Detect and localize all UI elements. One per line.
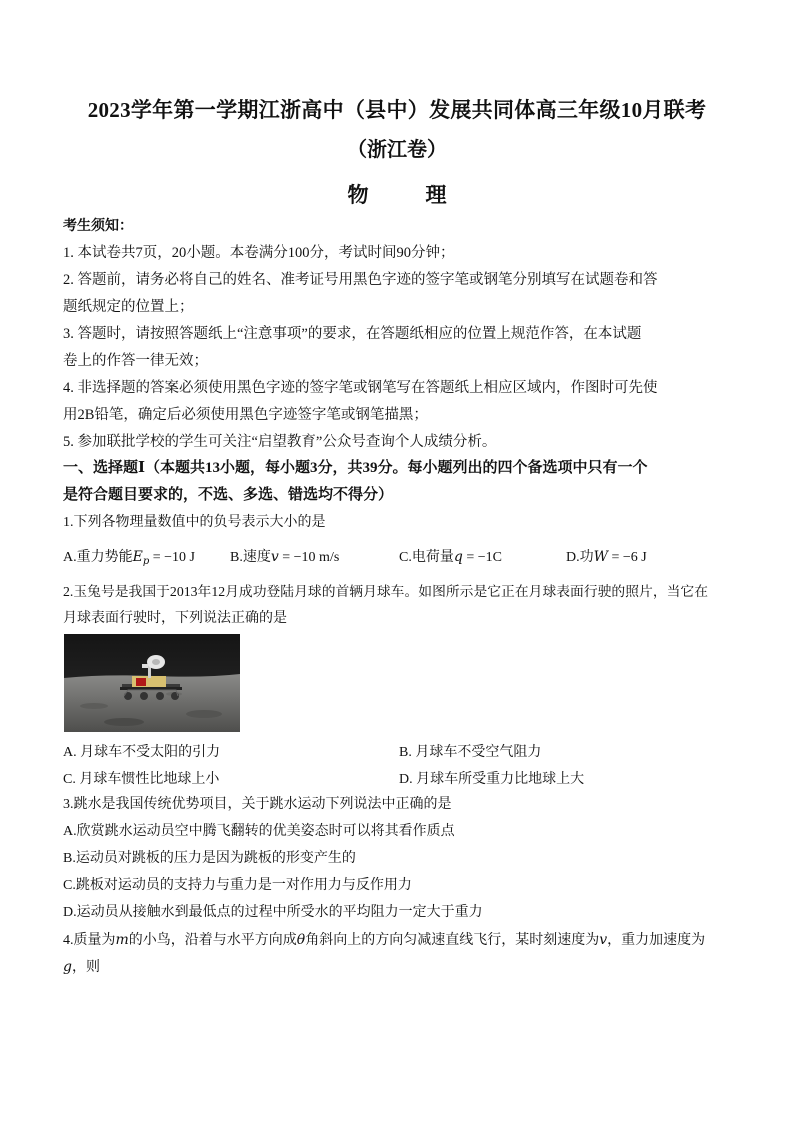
q2-option-d: D. 月球车所受重力比地球上大	[399, 772, 585, 787]
q1-option-d: D.功W = −6 J	[566, 549, 647, 565]
q3-option-c: C.跳板对运动员的支持力与重力是一对作用力与反作用力	[63, 878, 412, 893]
notice-item-2-cont: 题纸规定的位置上；	[63, 299, 194, 315]
q1-option-b: B.速度v = −10 m/s	[230, 549, 340, 565]
lunar-rover-photo	[64, 634, 240, 732]
q3-option-b: B.运动员对跳板的压力是因为跳板的形变产生的	[63, 851, 356, 866]
exam-subtitle: （浙江卷）	[347, 139, 447, 161]
subject-title: 物 理	[347, 183, 465, 207]
exam-title: 2023学年第一学期江浙高中（县中）发展共同体高三年级10月联考	[87, 98, 707, 122]
question-3-stem: 3.跳水是我国传统优势项目，关于跳水运动下列说法中正确的是	[63, 797, 452, 812]
notice-item-1: 1. 本试卷共7页，20小题。本卷满分100分，考试时间90分钟；	[63, 245, 455, 261]
question-1-stem: 1.下列各物理量数值中的负号表示大小的是	[63, 515, 326, 530]
q1-option-a: A.重力势能$E_p = -10$ J	[63, 549, 196, 567]
question-4-stem-cont: g，则	[63, 959, 100, 975]
notice-item-4-cont: 用2B铅笔，确定后必须使用黑色字迹签字笔或钢笔描黑；	[63, 407, 428, 423]
question-4-stem: 4.质量为m的小鸟，沿着与水平方向成θ角斜向上的方向匀减速直线飞行，某时刻速度为v，重力加速度为	[63, 932, 706, 948]
notice-item-4: 4. 非选择题的答案必须使用黑色字迹的签字笔或钢笔写在答题纸上相应区域内，作图时可先使	[63, 380, 658, 396]
q2-option-b: B. 月球车不受空气阻力	[399, 745, 542, 760]
section-heading-cont: 是符合题目要求的，不选、多选、错选均不得分）	[63, 487, 394, 503]
q2-option-c: C. 月球车惯性比地球上小	[63, 772, 220, 787]
notice-item-3-cont: 卷上的作答一律无效；	[63, 353, 208, 369]
q3-option-d: D.运动员从接触水到最低点的过程中所受水的平均阻力一定大于重力	[63, 905, 483, 920]
section-heading: 一、选择题Ⅰ（本题共13小题，每小题3分，共39分。每小题列出的四个备选项中只有一个	[63, 460, 648, 476]
notice-item-2: 2. 答题前，请务必将自己的姓名、准考证号用黑色字迹的签字笔或钢笔分别填写在试题卷和答	[63, 272, 658, 288]
q3-option-a: A.欣赏跳水运动员空中腾飞翻转的优美姿态时可以将其看作质点	[63, 824, 455, 839]
question-2-stem: 2.玉兔号是我国于2013年12月成功登陆月球的首辆月球车。如图所示是它正在月球表面行驶的照片，当它在	[63, 584, 709, 599]
q2-option-a: A. 月球车不受太阳的引力	[63, 745, 221, 760]
notice-item-5: 5. 参加联批学校的学生可关注“启望教育”公众号查询个人成绩分析。	[63, 434, 497, 450]
notice-heading: 考生须知：	[63, 219, 133, 234]
notice-item-3: 3. 答题时，请按照答题纸上“注意事项”的要求，在答题纸相应的位置上规范作答，在本试题	[63, 326, 642, 342]
question-2-stem-cont: 月球表面行驶时，下列说法正确的是	[63, 611, 287, 626]
q1-option-c: C.电荷量q = −1C	[399, 549, 502, 565]
